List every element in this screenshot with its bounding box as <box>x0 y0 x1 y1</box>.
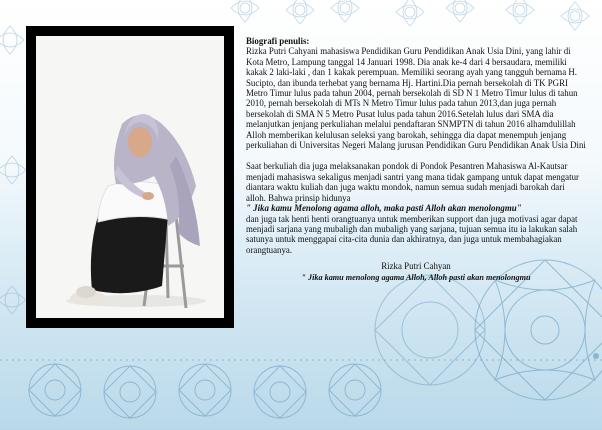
signature-quote: " Jika kamu menolong agama Alloh, Alloh pasti akan menolongmu <box>301 272 531 282</box>
biography-paragraph-2: Saat berkuliah dia juga melaksanakan pondok di Pondok Pesantren Mahasiswa Al-Kautsar menjadi mahasiswa sekaligus menjadi santri yang mana tidak gampang untuk dapat mengatur diantara waktu kuliah dan juga waktu mondok, namun semua sudah menjadi barokah dari alloh. Bahwa prinsip hidunya <box>246 161 579 203</box>
biography-heading: Biografi penulis: <box>246 36 310 46</box>
biography-paragraph-3: dan juga tak henti henti orangtuanya untuk memberikan support dan juga motivasi agar dapat menjadi sarjana yang mubaligh dan mubaligh yang sarjana, tujuan semua itu ia lakukan salah satunya untuk menggapai cita-cita dunia dan akhiratnya, dan juga untuk membahagiakan orangtuanya. <box>246 213 578 255</box>
life-principle-quote: " Jika kamu Menolong agama alloh, maka pasti Alloh akan menolongmu" <box>246 203 522 214</box>
portrait-frame <box>26 26 234 328</box>
author-portrait-photo <box>36 36 224 318</box>
biography-text-block <box>246 36 586 283</box>
signature-name: Rizka Putri Cahyan <box>381 261 451 272</box>
biography-paragraph-1: Rizka Putri Cahyani mahasiswa Pendidikan Guru Pendidikan Anak Usia Dini, yang lahir di Kota Metro, Lampung tanggal 14 Januari 1998. Dia anak ke-4 dari 4 bersaudara, memiliki kakak 2 laki-laki , dan 1 kakak perempuan. Memiliki seorang ayah yang tangguh bernama H. Sucipto, dan ibunda terhebat yang bernama Hj. Hartini.Dia pernah bersekolah di TK PGRI Metro Timur lulus pada tahun 2004, pernah bersekolah di SD N 1 Metro Timur lulus di tahun 2010, pernah bersekolah di MTs N Metro Timur lulus pada tahun 2013,dan juga pernah bersekolah di SMA N 5 Metro Pusat lulus pada tahun 2016.Setelah lulus dari SMA dia melanjutkan jenjang perkuliahan melalui pendaftaran SNMPTN di tahun 2016 alhamdulillah Alloh memberikan kelulusan seleksi yang barokah, sehingga dia dapat menempuh jenjang perkuliahan di Universitas Negeri Malang jurusan Pendidikan Guru Pendidikan Anak Usia Dini <box>246 46 586 151</box>
